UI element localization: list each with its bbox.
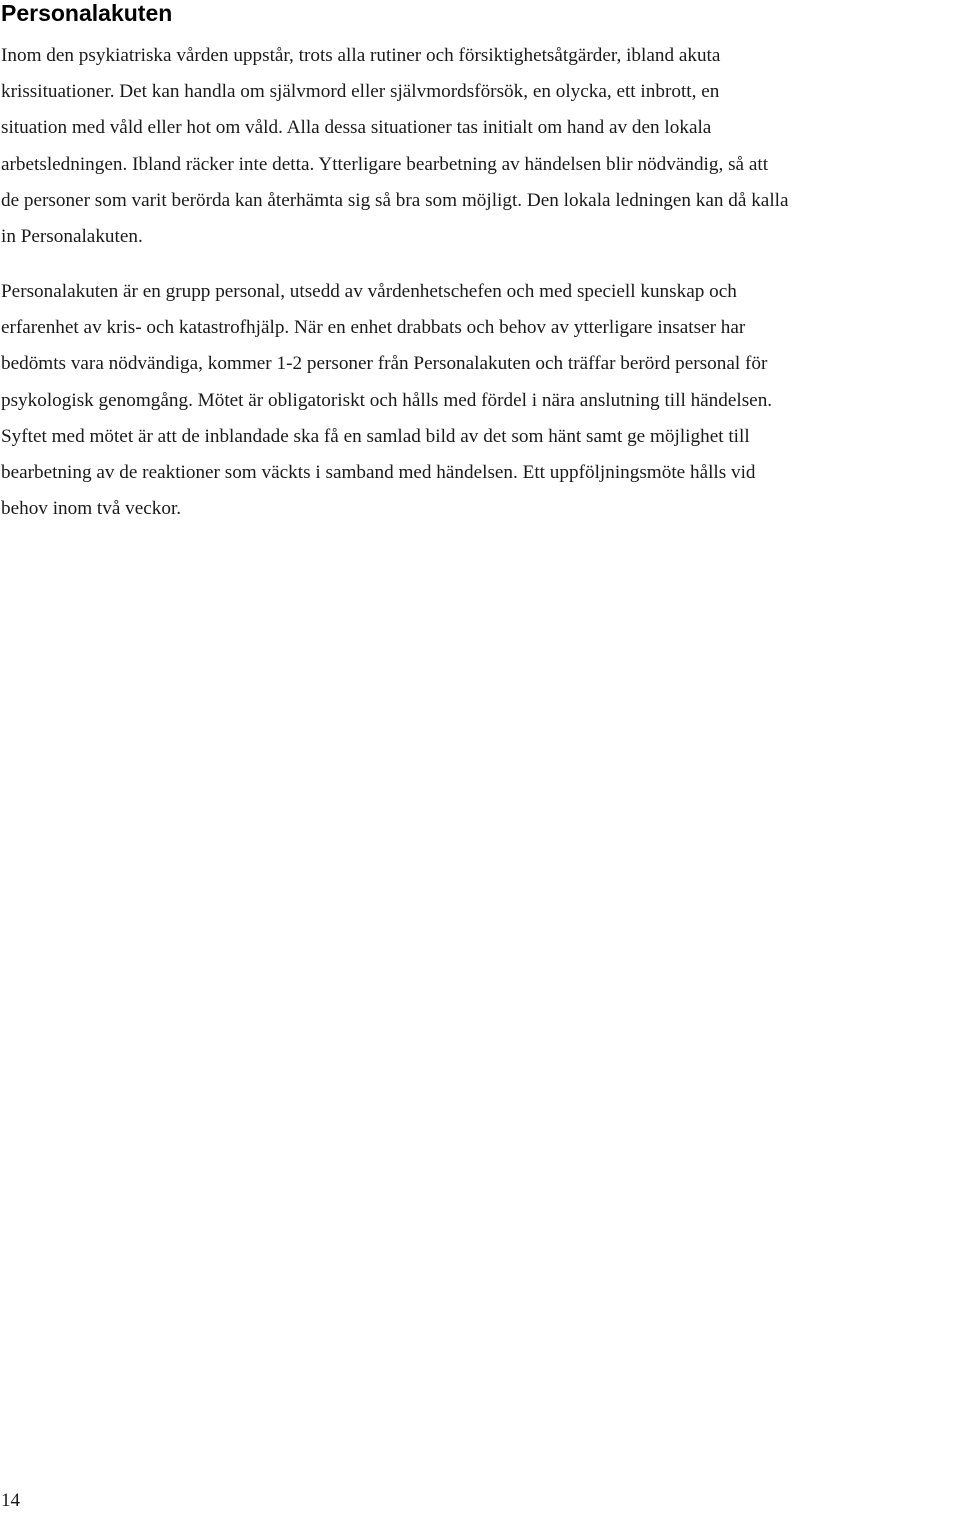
text-line: krissituationer. Det kan handla om självmord eller självmordsförsök, en olycka, ett inbrott, en: [1, 81, 720, 103]
paragraph-intro: [1, 38, 959, 255]
text-line: behov inom två veckor.: [1, 498, 182, 520]
text-line: Personalakuten är en grupp personal, utsedd av vårdenhetschefen och med speciell kunskap och: [1, 281, 737, 302]
text-line: psykologisk genomgång. Mötet är obligatoriskt och hålls med fördel i nära anslutning till händelsen.: [1, 389, 773, 411]
text-line: in Personalakuten.: [1, 226, 143, 248]
text-line: bedömts vara nödvändiga, kommer 1-2 personer från Personalakuten och träffar berörd personal för: [1, 353, 768, 375]
page-title: Personalakuten: [1, 0, 173, 26]
text-line: situation med våld eller hot om våld. Alla dessa situationer tas initialt om hand av den lokala: [1, 117, 712, 139]
paragraph-description: [1, 274, 959, 527]
text-line: bearbetning av de reaktioner som väckts i samband med händelsen. Ett uppföljningsmöte hålls vid: [1, 462, 756, 484]
text-line: Inom den psykiatriska vården uppstår, trots alla rutiner och försiktighetsåtgärder, ibland akuta: [1, 45, 721, 66]
text-line: erfarenhet av kris- och katastrofhjälp. När en enhet drabbats och behov av ytterligare insatser har: [1, 317, 746, 339]
text-line: Syftet med mötet är att de inblandade ska få en samlad bild av det som hänt samt ge möjlighet till: [1, 425, 750, 447]
page-number: 14: [1, 1490, 20, 1511]
text-line: de personer som varit berörda kan återhämta sig så bra som möjligt. Den lokala ledningen kan då kalla: [1, 189, 789, 211]
text-line: arbetsledningen. Ibland räcker inte detta. Ytterligare bearbetning av händelsen blir nödvändig, så att: [1, 153, 769, 175]
